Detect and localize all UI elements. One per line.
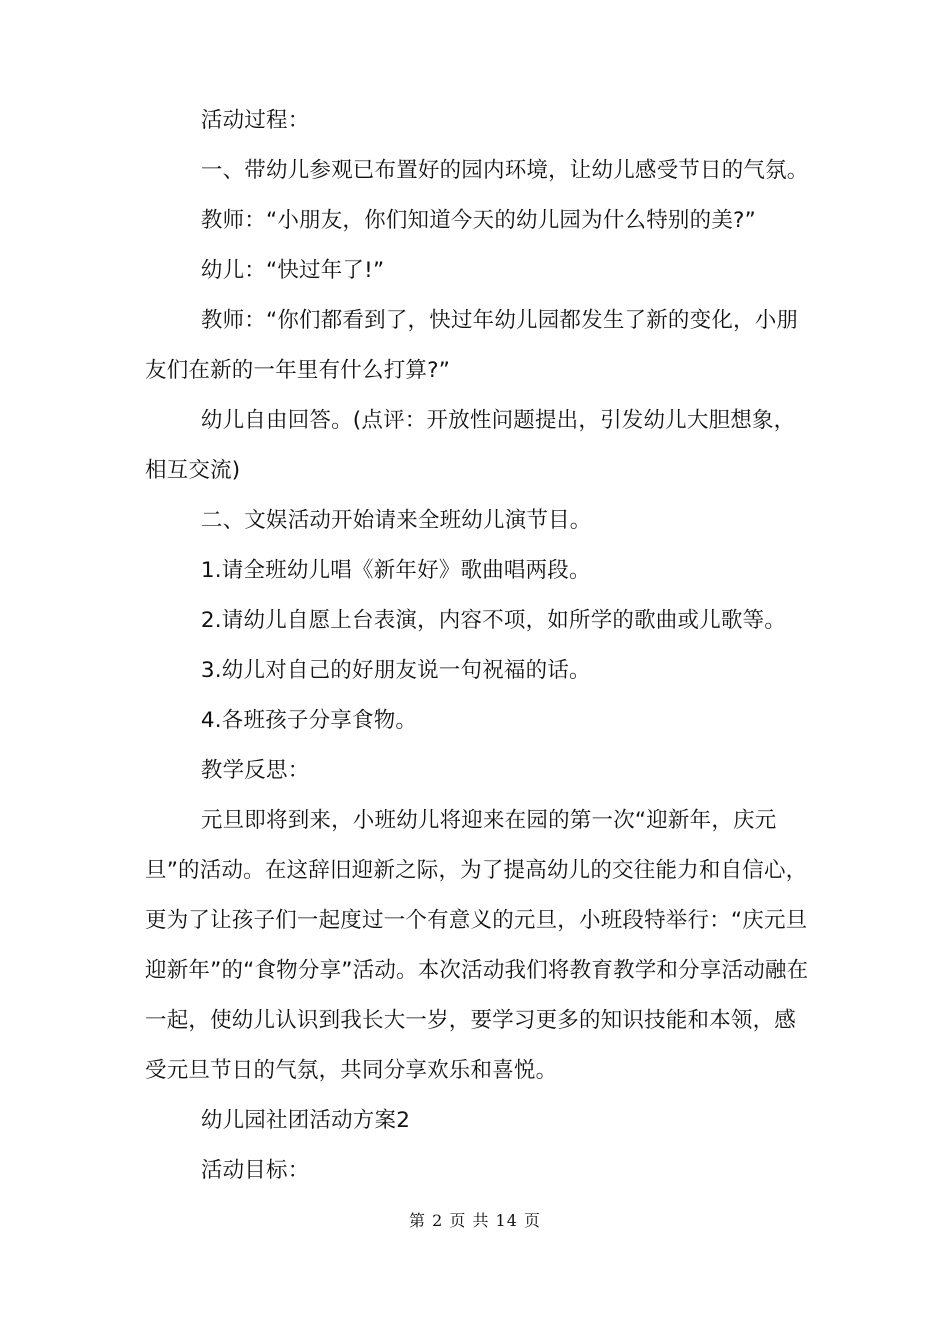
section-heading-goals: 活动目标： [200,1158,310,1183]
paragraph-step-two: 二、文娱活动开始请来全班幼儿演节目。 [200,508,592,533]
list-item-1: 1.请全班幼儿唱《新年好》歌曲唱两段。 [200,558,591,583]
section-heading-process: 活动过程： [200,108,310,133]
paragraph-teacher-followup: 教师：“你们都看到了，快过年幼儿园都发生了新的变化，小朋友们在新的一年里有什么打算?” [145,308,799,383]
section-heading-reflection: 教学反思： [200,758,310,783]
paragraph-reflection: 元旦即将到来，小班幼儿将迎来在园的第一次“迎新年，庆元旦”的活动。在这辞旧迎新之际，为了提高幼儿的交往能力和自信心，更为了让孩子们一起度过一个有意义的元旦，小班段特举行：“庆元旦迎新年”的“食物分享”活动。本次活动我们将教育教学和分享活动融在一起，使幼儿认识到我长大一岁，要学习更多的知识技能和本领，感受元旦节日的气氛，共同分享欢乐和喜悦。 [145,808,809,1083]
list-item-3: 3.幼儿对自己的好朋友说一句祝福的话。 [200,658,591,683]
paragraph-step-one: 一、带幼儿参观已布置好的园内环境，让幼儿感受节日的气氛。 [200,158,809,183]
document-body [145,96,817,1196]
page-footer: 第 2 页 共 14 页 [409,1211,541,1230]
section-heading-plan-2: 幼儿园社团活动方案2 [200,1108,411,1133]
list-item-4: 4.各班孩子分享食物。 [200,708,418,733]
paragraph-free-answer: 幼儿自由回答。(点评：开放性问题提出，引发幼儿大胆想象，相互交流) [145,408,796,483]
list-item-2: 2.请幼儿自愿上台表演，内容不项，如所学的歌曲或儿歌等。 [200,608,787,633]
paragraph-child-answer: 幼儿：“快过年了!” [200,258,385,283]
paragraph-teacher-question: 教师：“小朋友，你们知道今天的幼儿园为什么特别的美?” [200,208,756,233]
